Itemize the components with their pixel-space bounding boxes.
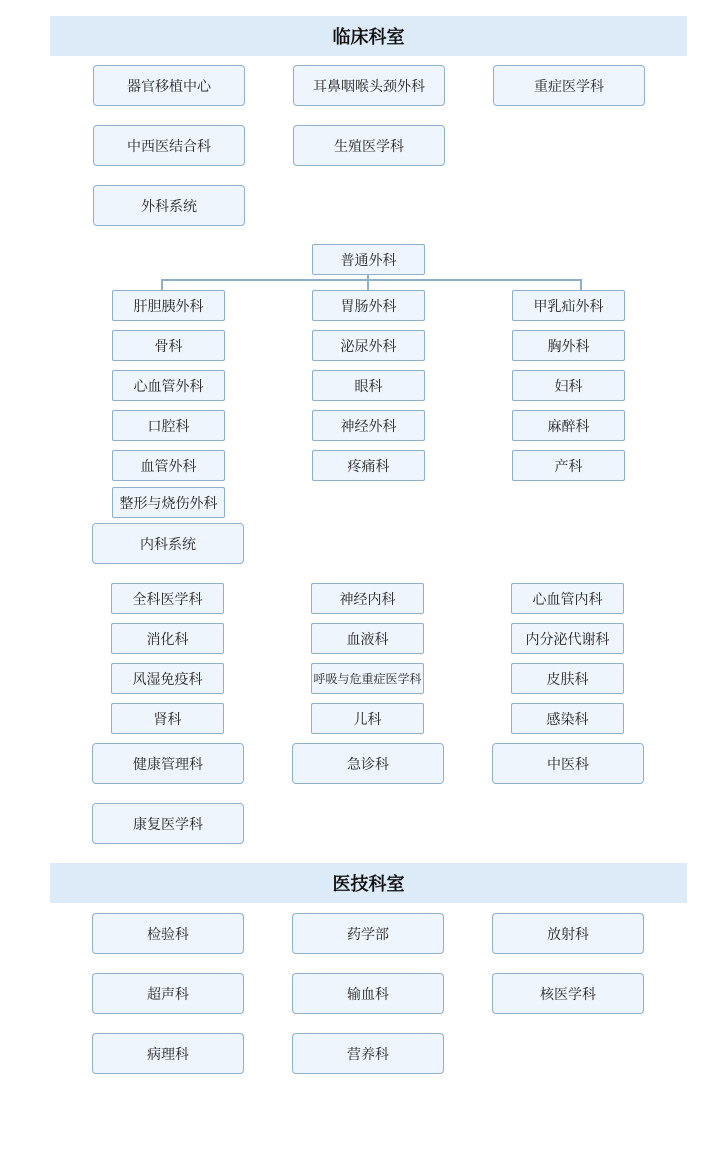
dept-neurology[interactable]: 神经内科 xyxy=(311,583,424,614)
dept-ophthalmology[interactable]: 眼科 xyxy=(312,370,425,401)
dept-orthopedics[interactable]: 骨科 xyxy=(112,330,225,361)
dept-emergency[interactable]: 急诊科 xyxy=(292,743,444,784)
dept-nuclear-medicine[interactable]: 核医学科 xyxy=(492,973,644,1014)
dept-obstetrics[interactable]: 产科 xyxy=(512,450,625,481)
dept-endocrinology-metabolism[interactable]: 内分泌代谢科 xyxy=(511,623,624,654)
dept-ultrasound[interactable]: 超声科 xyxy=(92,973,244,1014)
dept-blood-transfusion[interactable]: 输血科 xyxy=(292,973,444,1014)
dept-urology[interactable]: 泌尿外科 xyxy=(312,330,425,361)
dept-anesthesiology[interactable]: 麻醉科 xyxy=(512,410,625,441)
dept-dermatology[interactable]: 皮肤科 xyxy=(511,663,624,694)
dept-pathology[interactable]: 病理科 xyxy=(92,1033,244,1074)
dept-nutrition[interactable]: 营养科 xyxy=(292,1033,444,1074)
dept-nephrology[interactable]: 肾科 xyxy=(111,703,224,734)
dept-cardiology[interactable]: 心血管内科 xyxy=(511,583,624,614)
dept-laboratory[interactable]: 检验科 xyxy=(92,913,244,954)
dept-radiology[interactable]: 放射科 xyxy=(492,913,644,954)
dept-gynecology[interactable]: 妇科 xyxy=(512,370,625,401)
dept-hematology[interactable]: 血液科 xyxy=(311,623,424,654)
medtech-departments-header: 医技科室 xyxy=(50,863,687,903)
dept-hepatobiliary-pancreatic[interactable]: 肝胆胰外科 xyxy=(112,290,225,321)
dept-health-management[interactable]: 健康管理科 xyxy=(92,743,244,784)
dept-neurosurgery[interactable]: 神经外科 xyxy=(312,410,425,441)
dept-gastrointestinal-surgery[interactable]: 胃肠外科 xyxy=(312,290,425,321)
dept-stomatology[interactable]: 口腔科 xyxy=(112,410,225,441)
dept-respiratory-critical-care[interactable]: 呼吸与危重症医学科 xyxy=(311,663,424,694)
dept-reproductive-medicine[interactable]: 生殖医学科 xyxy=(293,125,445,166)
dept-infectious-diseases[interactable]: 感染科 xyxy=(511,703,624,734)
dept-integrated-medicine[interactable]: 中西医结合科 xyxy=(93,125,245,166)
dept-tcm[interactable]: 中医科 xyxy=(492,743,644,784)
dept-pediatrics[interactable]: 儿科 xyxy=(311,703,424,734)
dept-organ-transplant[interactable]: 器官移植中心 xyxy=(93,65,245,106)
dept-critical-care[interactable]: 重症医学科 xyxy=(493,65,645,106)
dept-thoracic-surgery[interactable]: 胸外科 xyxy=(512,330,625,361)
dept-general-surgery[interactable]: 普通外科 xyxy=(312,244,425,275)
surgery-system-node[interactable]: 外科系统 xyxy=(93,185,245,226)
dept-general-practice[interactable]: 全科医学科 xyxy=(111,583,224,614)
dept-cardiovascular-surgery[interactable]: 心血管外科 xyxy=(112,370,225,401)
internal-system-node[interactable]: 内科系统 xyxy=(92,523,244,564)
dept-rehabilitation[interactable]: 康复医学科 xyxy=(92,803,244,844)
dept-pain-medicine[interactable]: 疼痛科 xyxy=(312,450,425,481)
dept-ent-head-neck[interactable]: 耳鼻咽喉头颈外科 xyxy=(293,65,445,106)
dept-plastic-burn-surgery[interactable]: 整形与烧伤外科 xyxy=(112,487,225,518)
dept-thyroid-breast-hernia[interactable]: 甲乳疝外科 xyxy=(512,290,625,321)
dept-pharmacy[interactable]: 药学部 xyxy=(292,913,444,954)
dept-gastroenterology[interactable]: 消化科 xyxy=(111,623,224,654)
dept-rheumatology-immunology[interactable]: 风湿免疫科 xyxy=(111,663,224,694)
clinical-departments-header: 临床科室 xyxy=(50,16,687,56)
dept-vascular-surgery[interactable]: 血管外科 xyxy=(112,450,225,481)
